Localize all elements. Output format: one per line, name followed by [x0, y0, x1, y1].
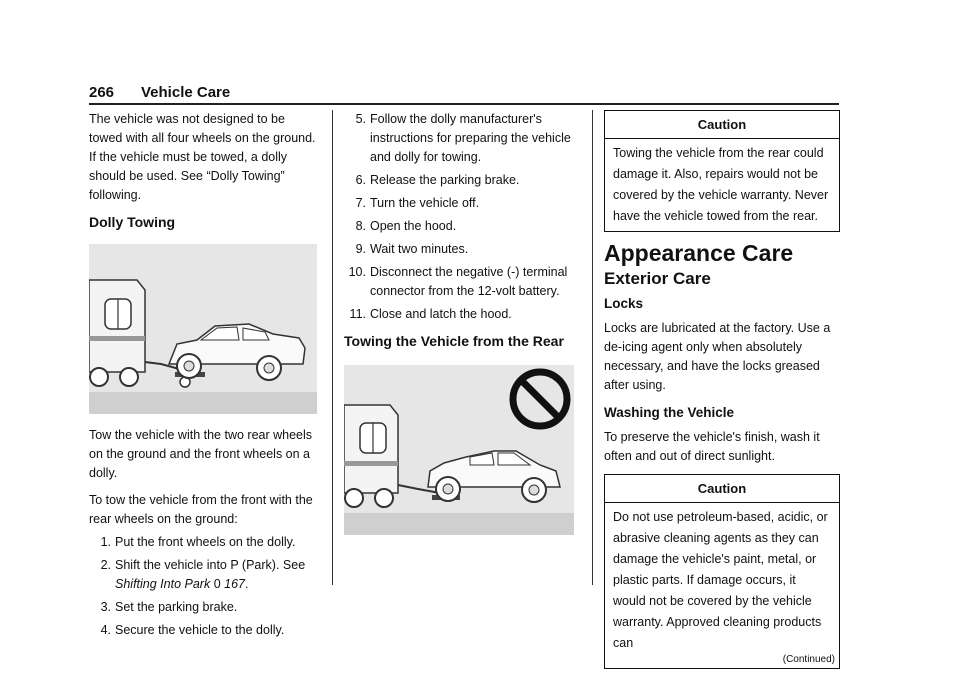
caution-title: Caution: [605, 111, 839, 139]
step-7: 7. Turn the vehicle off.: [355, 196, 480, 210]
dolly-towing-drawing: [89, 244, 317, 414]
front-tow-steps: [89, 533, 321, 640]
locks-paragraph: Locks are lubricated at the factory. Use a de-icing agent only when absolutely necessary, and have the locks greased after using.: [604, 321, 831, 392]
step-9: 9. Wait two minutes.: [355, 242, 469, 256]
caution-body: Towing the vehicle from the rear could damage it. Also, repairs would not be covered by the vehicle warranty. Never have the vehicle towed from the rear.: [613, 146, 829, 223]
column-2: [344, 110, 580, 547]
locks-heading: Locks: [604, 296, 644, 311]
column-3: [604, 110, 840, 681]
exterior-care-heading: Exterior Care: [604, 269, 711, 288]
step-11: 11. Close and latch the hood.: [349, 307, 512, 321]
page-number: 266: [89, 84, 115, 101]
caution-box-rear-tow: [604, 110, 840, 232]
step-5: 5. Follow the dolly manufacturer's instructions for preparing the vehicle and dolly for towing.: [355, 112, 571, 164]
column-divider-1: [332, 110, 333, 585]
step-3: 3. Set the parking brake.: [100, 600, 238, 614]
dolly-towing-illustration: [89, 244, 317, 414]
section-title: Vehicle Care: [141, 84, 231, 101]
step-10: 10. Disconnect the negative (-) terminal connector from the 12-volt battery.: [348, 265, 568, 298]
page-reference-icon: 0: [213, 577, 221, 591]
intro-paragraph: The vehicle was not designed to be towed with all four wheels on the ground. If the vehicle must be towed, a dolly should be used. See “Dolly Towing” following.: [89, 112, 316, 202]
step-1: 1. Put the front wheels on the dolly.: [100, 535, 296, 549]
column-divider-2: [592, 110, 593, 585]
shifting-into-park-link[interactable]: Shifting Into Park: [115, 577, 211, 591]
step-2: 2. Shift the vehicle into P (Park). See Shifting Into Park 0 167.: [100, 558, 306, 591]
caution-title: Caution: [605, 475, 839, 503]
continued-label: (Continued): [782, 654, 835, 665]
column-1: [89, 110, 321, 646]
rear-towing-heading: Towing the Vehicle from the Rear: [344, 333, 564, 349]
step-4: 4. Secure the vehicle to the dolly.: [100, 623, 285, 637]
washing-paragraph: To preserve the vehicle's finish, wash it often and out of direct sunlight.: [604, 430, 820, 463]
washing-heading: Washing the Vehicle: [604, 405, 735, 420]
rear-towing-illustration: [344, 365, 574, 535]
front-tow-paragraph: To tow the vehicle from the front with the rear wheels on the ground:: [89, 493, 313, 526]
step-6: 6. Release the parking brake.: [355, 173, 520, 187]
dolly-towing-heading: Dolly Towing: [89, 214, 176, 230]
front-tow-steps-continued: [344, 110, 580, 324]
page-header: [89, 84, 839, 104]
step-8: 8. Open the hood.: [355, 219, 457, 233]
caution-body: Do not use petroleum-based, acidic, or abrasive cleaning agents as they can damage the vehicle's paint, metal, or plastic parts. If damage occurs, it would not be covered by the vehicle warranty. Approved cleaning products can: [613, 510, 828, 650]
rear-towing-drawing: [344, 365, 574, 535]
tow-paragraph: Tow the vehicle with the two rear wheels on the ground and the front wheels on a dolly.: [89, 428, 313, 480]
caution-box-cleaning: [604, 474, 840, 669]
header-rule: [89, 103, 839, 105]
appearance-care-heading: Appearance Care: [604, 240, 794, 266]
